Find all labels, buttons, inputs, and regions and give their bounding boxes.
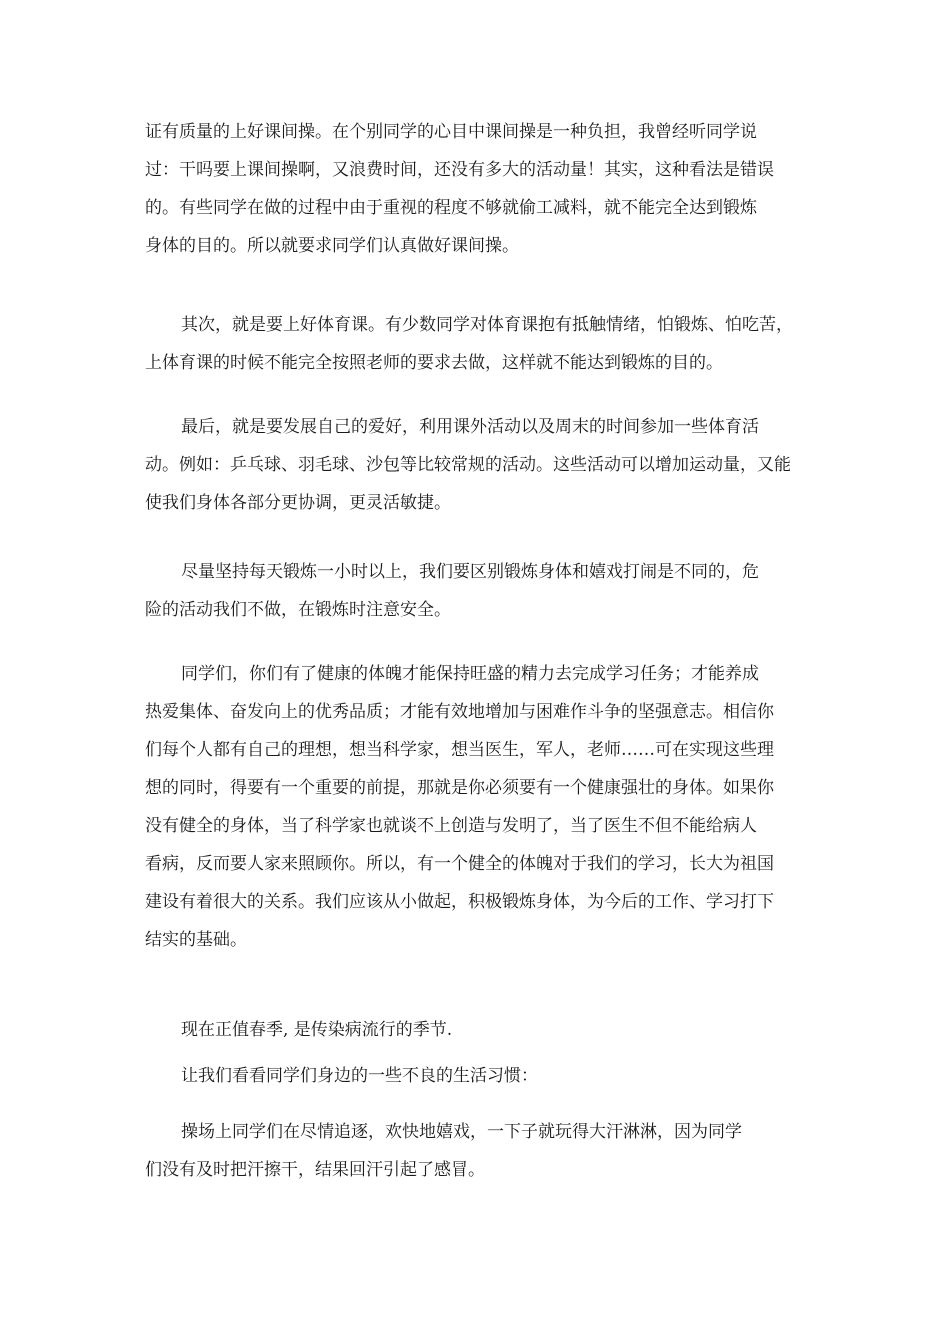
text-line: 热爱集体、奋发向上的优秀品质；才能有效地增加与困难作斗争的坚强意志。相信你 (145, 702, 774, 722)
paragraph-spring-season (145, 1011, 807, 1049)
paragraph-bad-habits-intro (145, 1057, 807, 1095)
paragraph-hobbies (145, 408, 807, 522)
text-line: 险的活动我们不做，在锻炼时注意安全。 (145, 600, 451, 620)
text-line: 身体的目的。所以就要求同学们认真做好课间操。 (145, 236, 519, 256)
text-line: 证有质量的上好课间操。在个别同学的心目中课间操是一种负担，我曾经听同学说 (145, 122, 757, 142)
text-line: 想的同时，得要有一个重要的前提，那就是你必须要有一个健康强壮的身体。如果你 (145, 778, 774, 798)
paragraph-healthy-body (145, 655, 807, 959)
text-line: 上体育课的时候不能完全按照老师的要求去做，这样就不能达到锻炼的目的。 (145, 353, 723, 373)
text-line: 过：干吗要上课间操啊，又浪费时间，还没有多大的活动量！其实，这种看法是错误 (145, 160, 774, 180)
text-line: 没有健全的身体，当了科学家也就谈不上创造与发明了，当了医生不但不能给病人 (145, 816, 757, 836)
paragraph-daily-exercise (145, 553, 807, 629)
paragraph-exercise-quality (145, 113, 807, 265)
text-line: 结实的基础。 (145, 930, 247, 950)
text-line: 让我们看看同学们身边的一些不良的生活习惯： (181, 1066, 538, 1086)
text-line: 使我们身体各部分更协调，更灵活敏捷。 (145, 493, 451, 513)
paragraph-playground-sweat (145, 1113, 807, 1189)
text-line: 操场上同学们在尽情追逐，欢快地嬉戏，一下子就玩得大汗淋淋，因为同学 (181, 1122, 742, 1142)
text-line: 们每个人都有自己的理想，想当科学家，想当医生，军人，老师……可在实现这些理 (145, 740, 774, 760)
text-line: 看病，反而要人家来照顾你。所以，有一个健全的体魄对于我们的学习，长大为祖国 (145, 854, 774, 874)
text-line: 的。有些同学在做的过程中由于重视的程度不够就偷工减料，就不能完全达到锻炼 (145, 198, 757, 218)
text-line: 其次，就是要上好体育课。有少数同学对体育课抱有抵触情绪，怕锻炼、怕吃苦， (181, 315, 793, 335)
text-line: 建设有着很大的关系。我们应该从小做起，积极锻炼身体，为今后的工作、学习打下 (145, 892, 774, 912)
text-line: 动。例如：乒乓球、羽毛球、沙包等比较常规的活动。这些活动可以增加运动量，又能 (145, 455, 791, 475)
text-line: 尽量坚持每天锻炼一小时以上，我们要区别锻炼身体和嬉戏打闹是不同的，危 (181, 562, 759, 582)
paragraph-pe-class (145, 306, 807, 382)
text-line: 们没有及时把汗擦干，结果回汗引起了感冒。 (145, 1160, 485, 1180)
text-line: 同学们，你们有了健康的体魄才能保持旺盛的精力去完成学习任务；才能养成 (181, 664, 759, 684)
text-line: 最后，就是要发展自己的爱好，利用课外活动以及周末的时间参加一些体育活 (181, 417, 759, 437)
text-line: 现在正值春季, 是传染病流行的季节. (181, 1020, 453, 1040)
